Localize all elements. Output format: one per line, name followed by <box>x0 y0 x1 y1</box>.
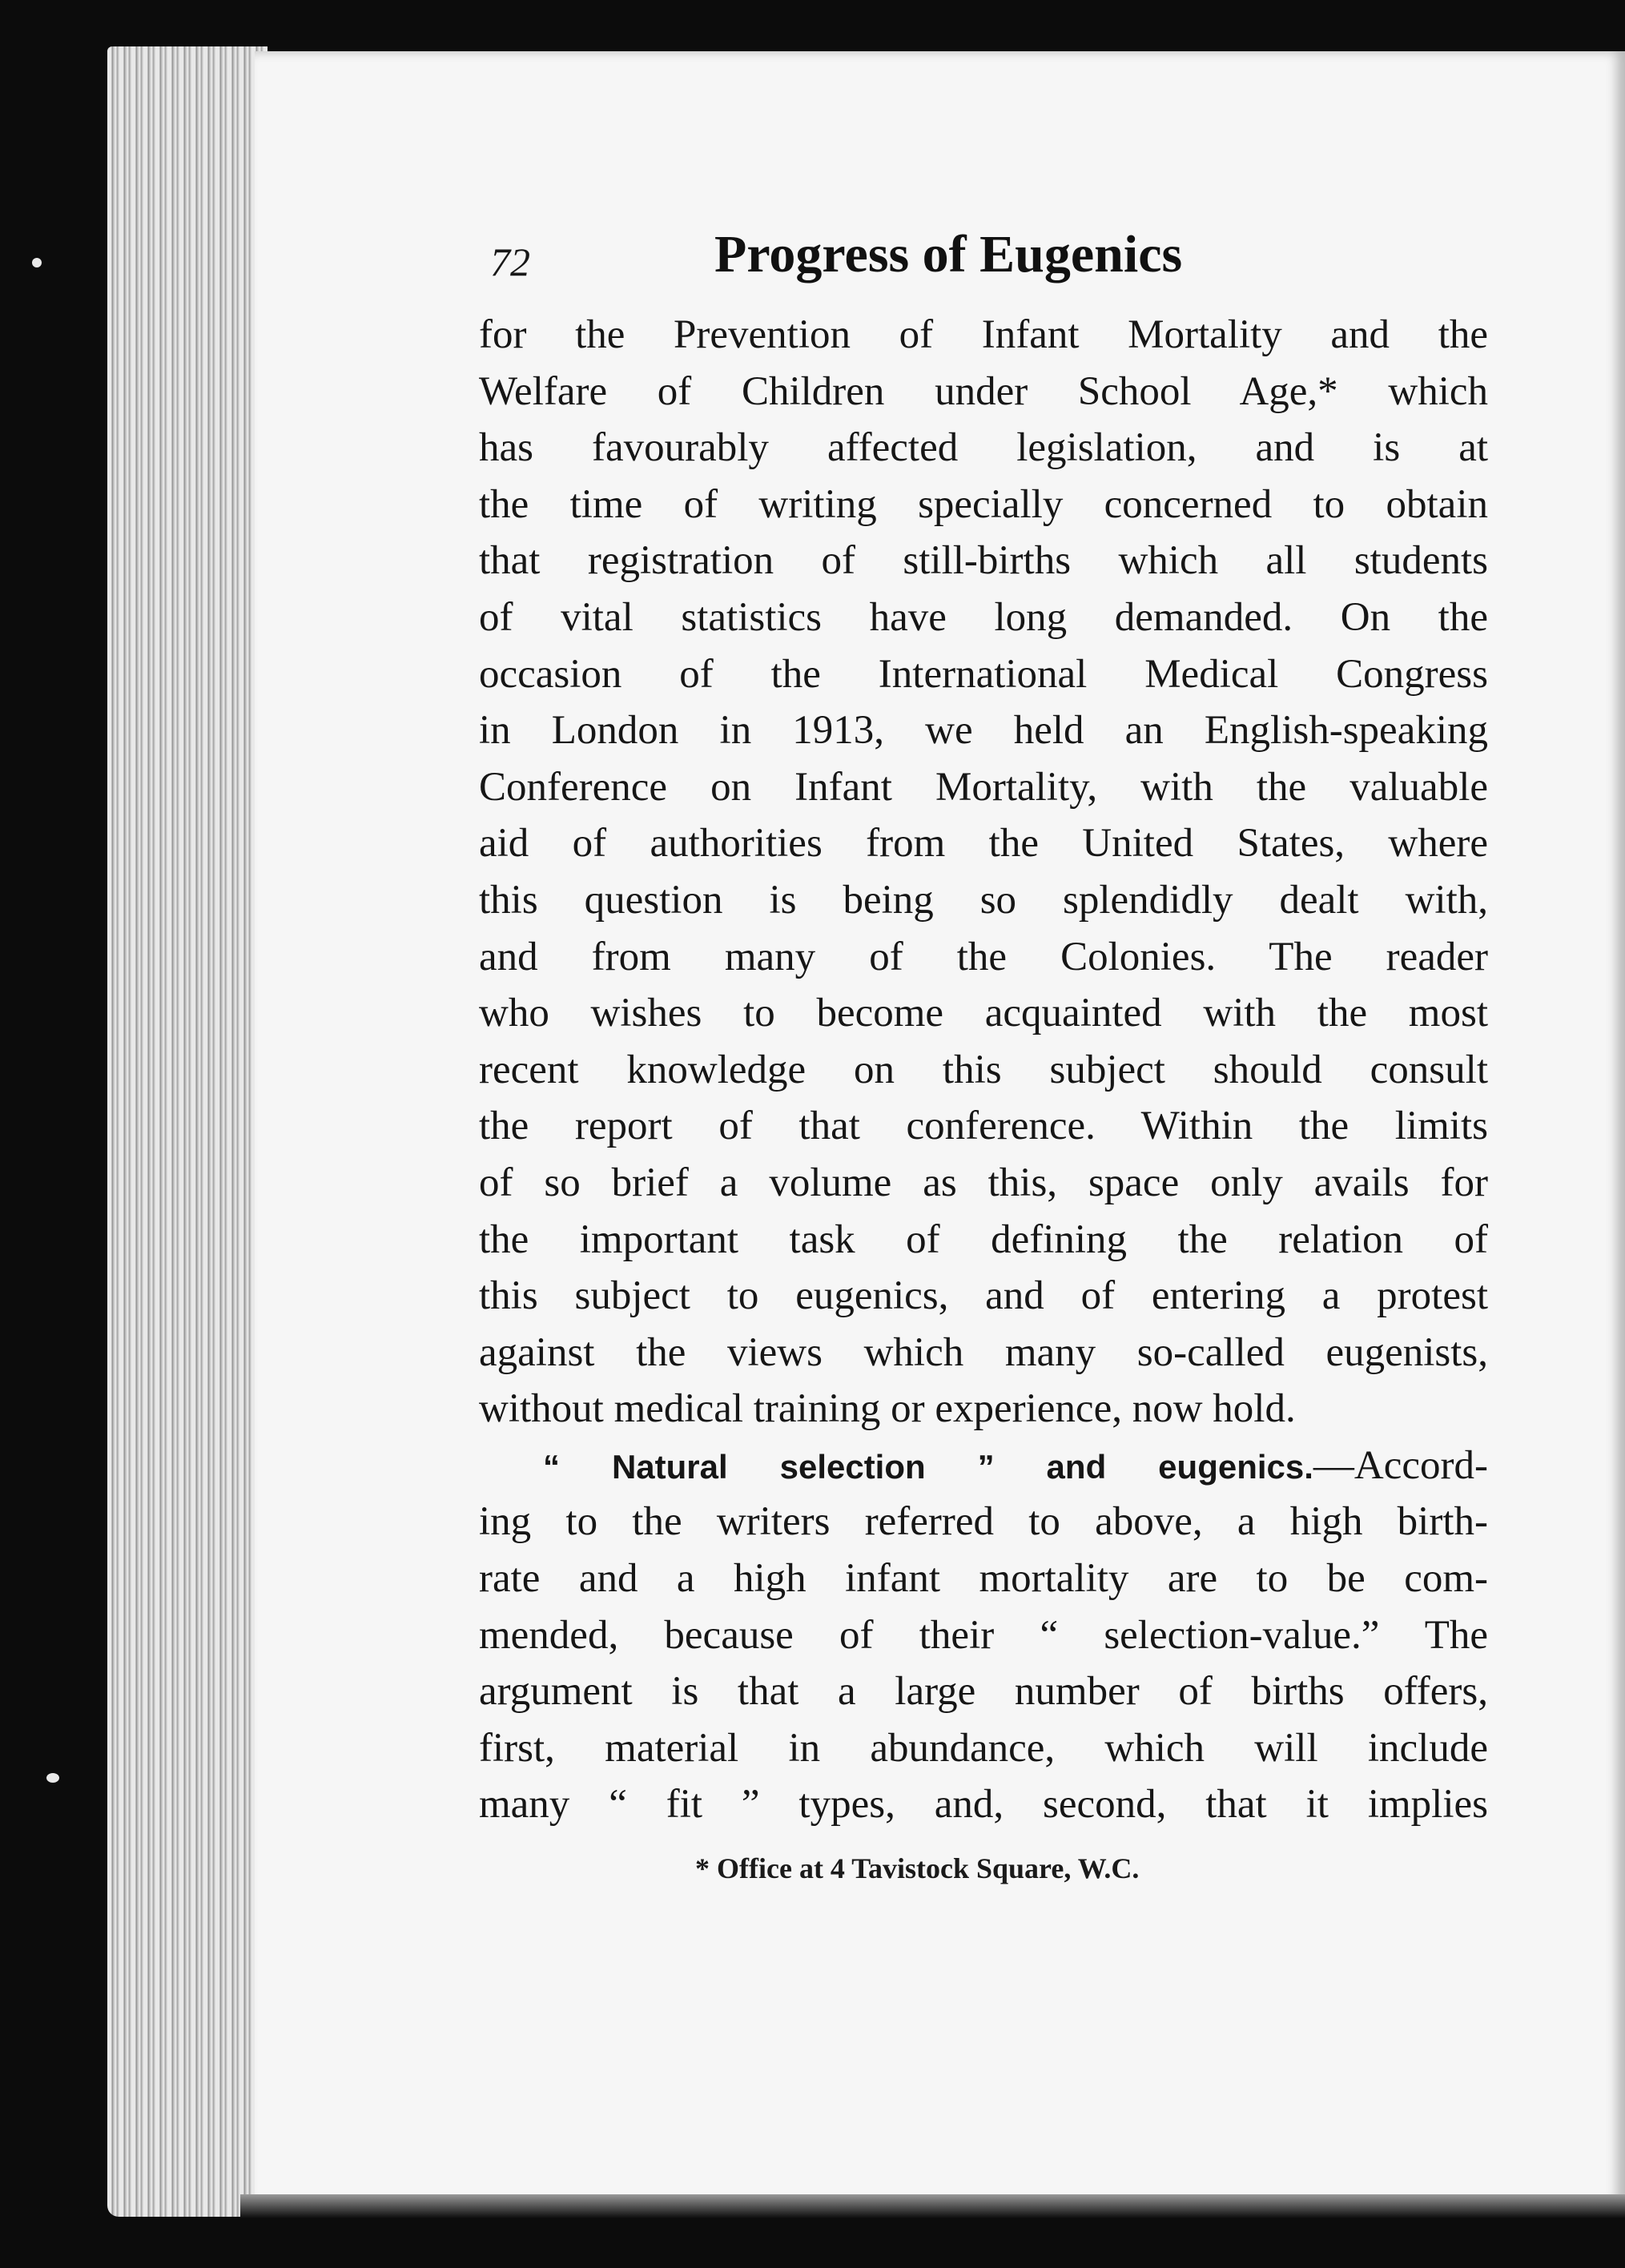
text-line: has favourably affected legislation, and is at <box>479 425 1488 471</box>
text-line: this question is being so splendidly dealt with, <box>479 877 1488 923</box>
footnote: * Office at 4 Tavistock Square, W.C. <box>695 1852 1140 1884</box>
text-line: argument is that a large number of births offers, <box>479 1669 1488 1715</box>
text-line: that registration of still-births which all students <box>479 538 1488 584</box>
text-line: who wishes to become acquainted with the most <box>479 991 1488 1036</box>
page-edges <box>107 46 267 2217</box>
text-line: the report of that conference. Within the limits <box>479 1104 1488 1149</box>
text-line: mended, because of their “ selection-value.” The <box>479 1612 1488 1658</box>
paragraph-1 <box>479 307 1488 1438</box>
paragraph-2-first-line <box>479 1438 1488 1494</box>
running-head: Progress of Eugenics <box>714 225 1183 284</box>
text-line: first, material in abundance, which will include <box>479 1725 1488 1771</box>
text-line: ing to the writers referred to above, a high birth- <box>479 1499 1488 1545</box>
text-line: occasion of the International Medical Congress <box>479 651 1488 697</box>
text-line: many “ fit ” types, and, second, that it implies <box>479 1782 1488 1828</box>
text-line: rate and a high infant mortality are to be com- <box>479 1556 1488 1602</box>
text-line: the time of writing specially concerned to obtain <box>479 481 1488 527</box>
text-line: without medical training or experience, now hold. <box>479 1386 1296 1432</box>
section-heading: “ Natural selection ” and eugenics. <box>543 1447 1313 1486</box>
text-line: aid of authorities from the United States, where <box>479 821 1488 867</box>
paragraph-2 <box>479 1438 1488 1833</box>
text-line: and from many of the Colonies. The reader <box>479 934 1488 979</box>
scan-speck <box>46 1773 59 1783</box>
text-line: recent knowledge on this subject should consult <box>479 1047 1488 1092</box>
text-line: Welfare of Children under School Age,* which <box>479 368 1488 414</box>
text-line: in London in 1913, we held an English-speaking <box>479 708 1488 754</box>
text-line: of vital statistics have long demanded. On the <box>479 594 1488 640</box>
text-line: for the Prevention of Infant Mortality and the <box>479 312 1488 357</box>
text-run: —Accord- <box>1313 1442 1488 1488</box>
body-text <box>479 307 1488 1833</box>
text-line: Conference on Infant Mortality, with the valuable <box>479 764 1488 810</box>
text-line: of so brief a volume as this, space only avails for <box>479 1160 1488 1205</box>
page-header <box>490 224 1275 288</box>
text-line: this subject to eugenics, and of entering a protest <box>479 1273 1488 1319</box>
text-line: the important task of defining the relation of <box>479 1216 1488 1262</box>
page-bottom-shadow <box>240 2194 1625 2218</box>
page-number: 72 <box>490 239 530 284</box>
scan-speck <box>32 258 42 267</box>
text-line: against the views which many so-called eugenists, <box>479 1329 1488 1375</box>
